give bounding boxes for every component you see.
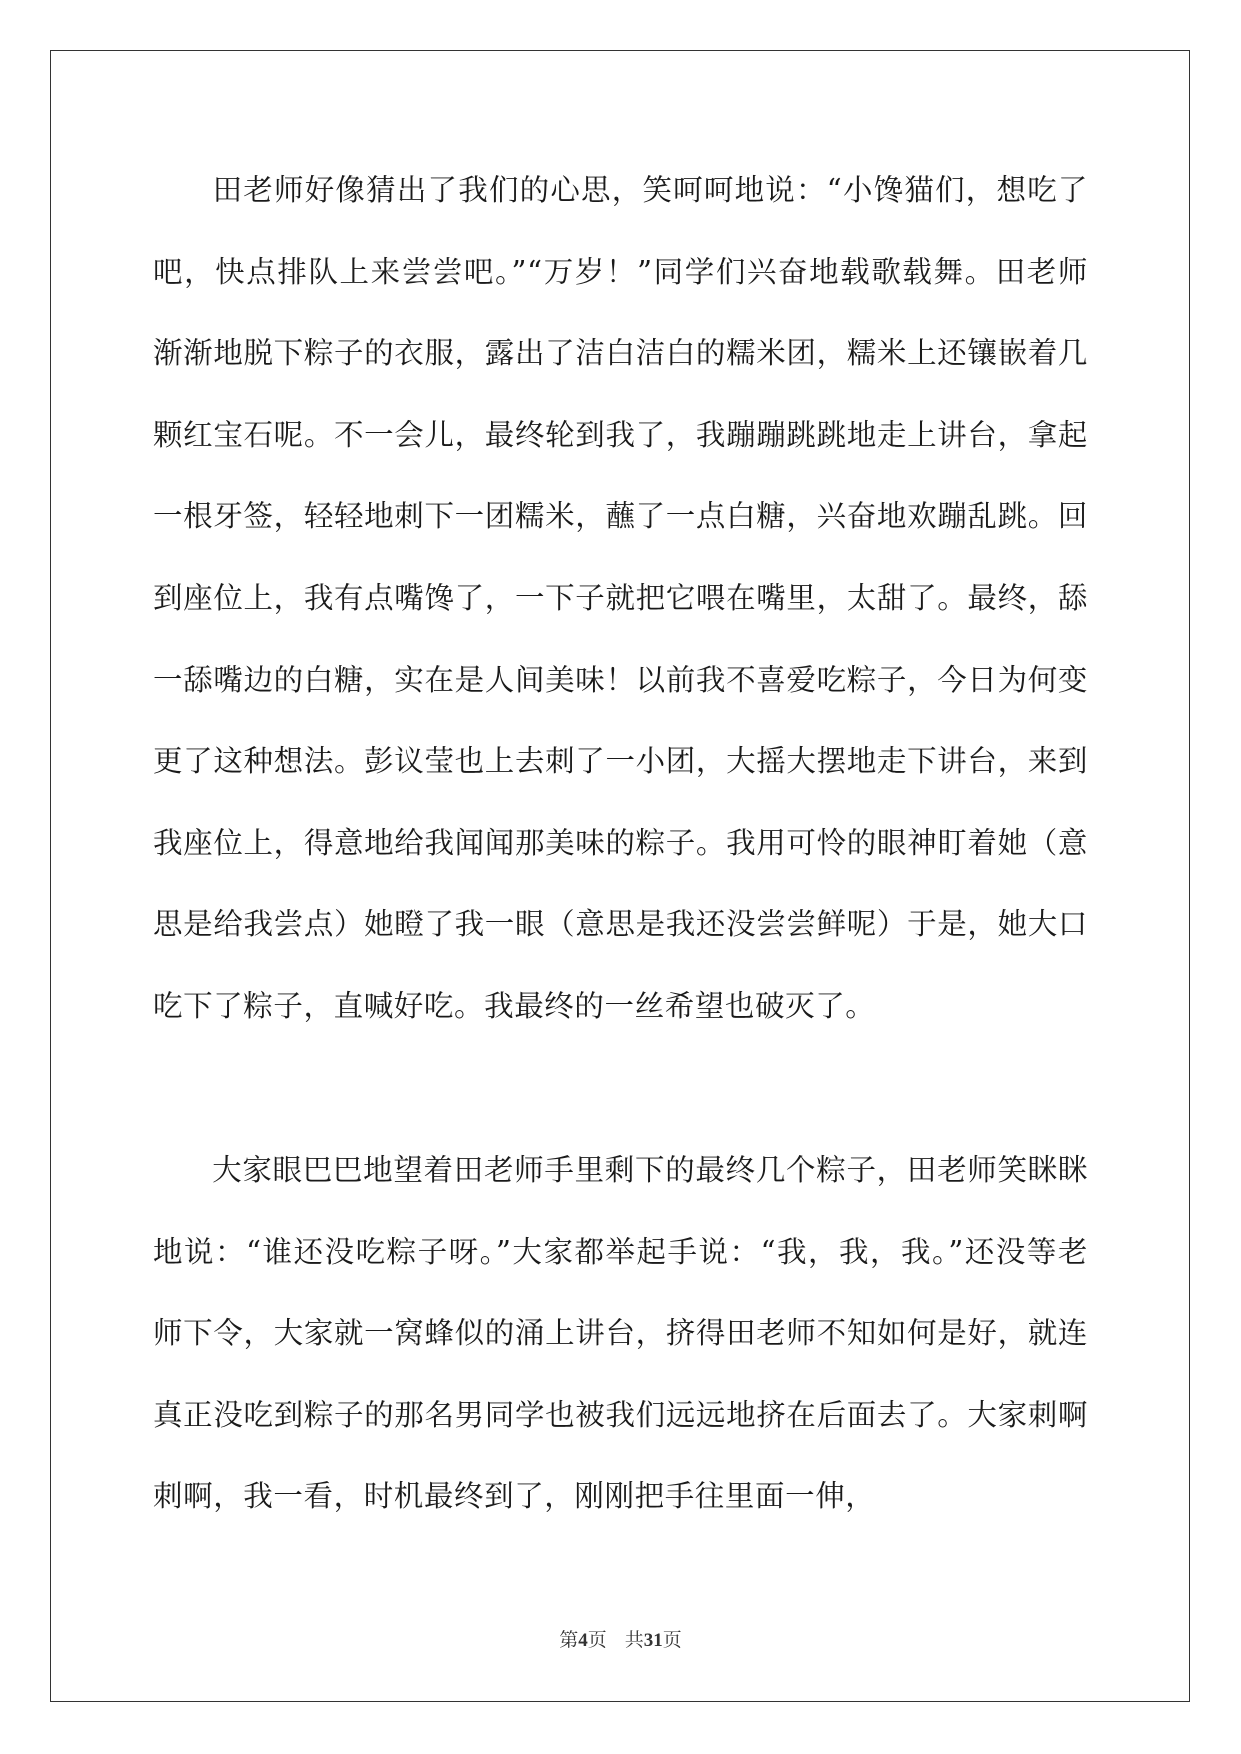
total-suffix: 页 (662, 1630, 682, 1651)
paragraph-1-text: 田老师好像猜出了我们的心思，笑呵呵地说：“小馋猫们，想吃了吧，快点排队上来尝尝吧。”“万岁！”同学们兴奋地载歌载舞。田老师渐渐地脱下粽子的衣服，露出了洁白洁白的糯米团，糯米上还镶嵌着几颗红宝石呢。不一会儿，最终轮到我了，我蹦蹦跳跳地走上讲台，拿起一根牙签，轻轻地刺下一团糯米，蘸了一点白糖，兴奋地欢蹦乱跳。回到座位上，我有点嘴馋了，一下子就把它喂在嘴里，太甜了。最终，舔一舔嘴边的白糖，实在是人间美味！以前我不喜爱吃粽子，今日为何变更了这种想法。彭议莹也上去刺了一小团，大摇大摆地走下讲台，来到我座位上，得意地给我闻闻那美味的粽子。我用可怜的眼神盯着她（意思是给我尝点）她瞪了我一眼（意思是我还没尝尝鲜呢）于是，她大口吃下了粽子，直喊好吃。我最终的一丝希望也破灭了。 (153, 173, 1088, 1023)
page-prefix: 第 (559, 1630, 579, 1651)
paragraph-1 (153, 150, 1088, 1048)
page-suffix: 页 (587, 1630, 607, 1651)
current-page-number: 4 (578, 1630, 588, 1651)
total-prefix: 共 (624, 1630, 644, 1651)
page-footer (0, 1625, 1241, 1652)
total-page-number: 31 (643, 1630, 663, 1651)
paragraph-2-text: 大家眼巴巴地望着田老师手里剩下的最终几个粽子，田老师笑眯眯地说：“谁还没吃粽子呀。”大家都举起手说：“我，我，我。”还没等老师下令，大家就一窝蜂似的涌上讲台，挤得田老师不知如何是好，就连真正没吃到粽子的那名男同学也被我们远远地挤在后面去了。大家刺啊刺啊，我一看，时机最终到了，刚刚把手往里面一伸， (153, 1153, 1088, 1514)
paragraph-2 (153, 1130, 1088, 1538)
